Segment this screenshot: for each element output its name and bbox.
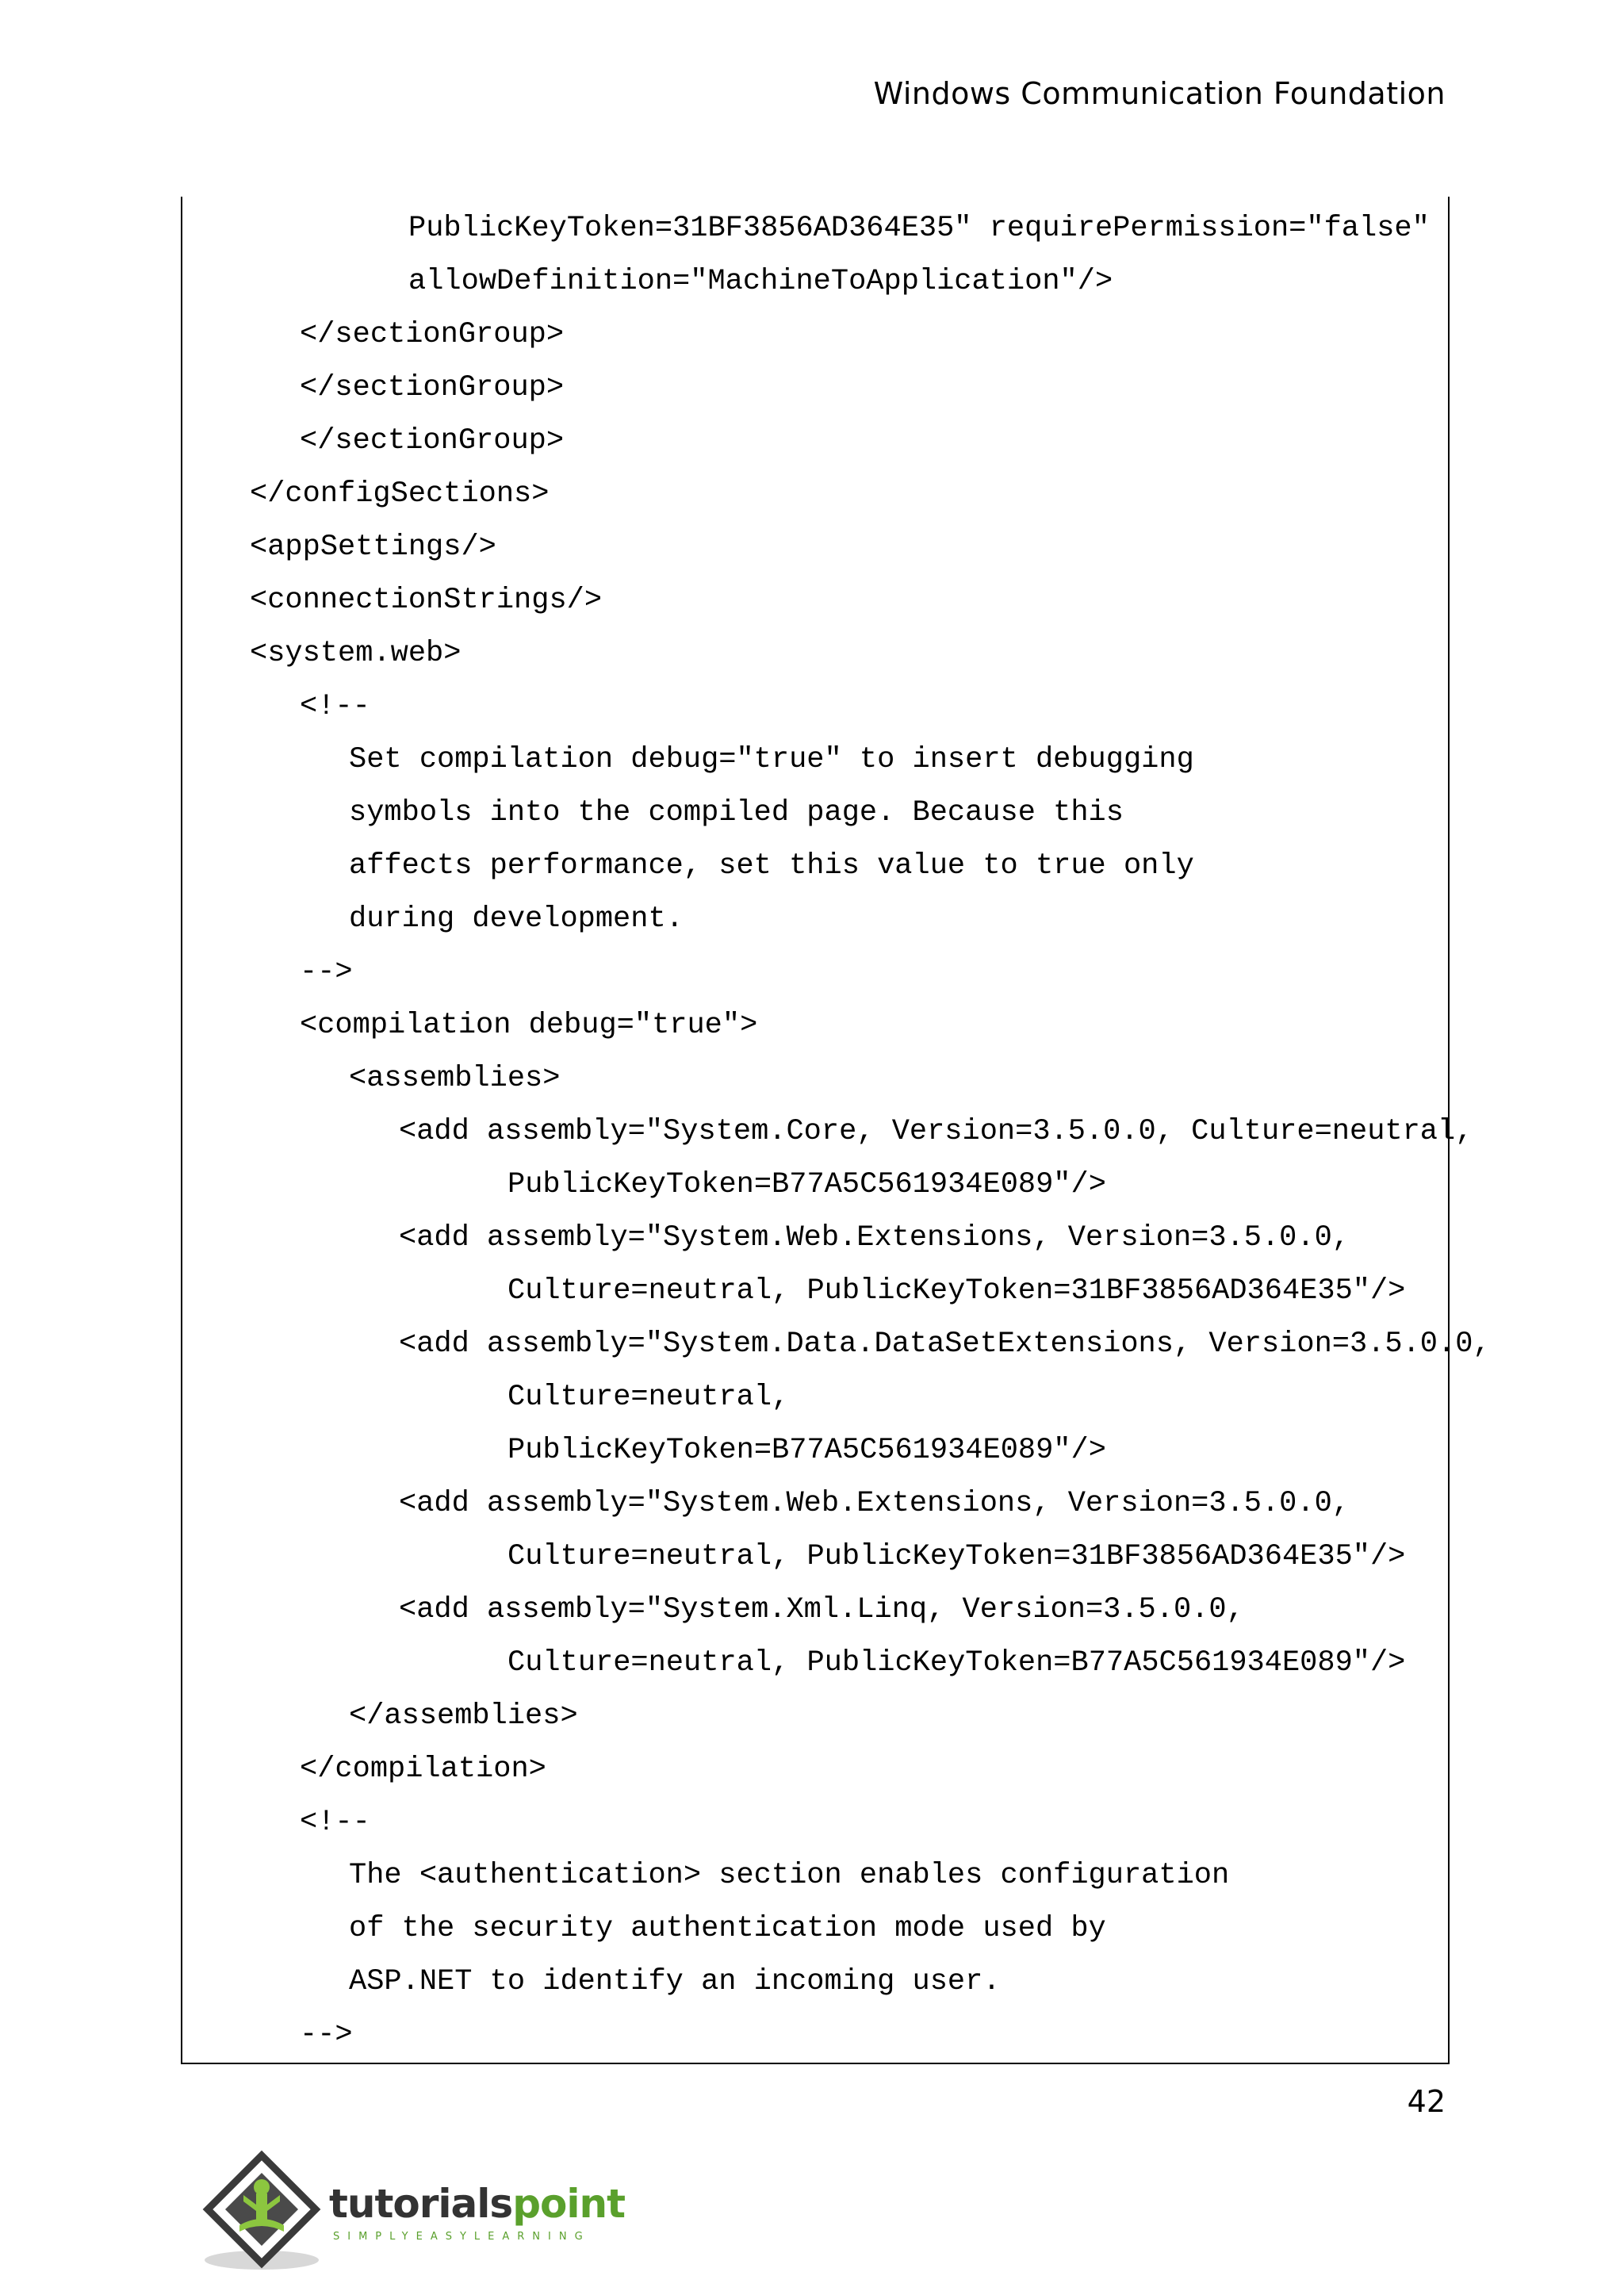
code-line: of the security authentication mode used by	[349, 1912, 1106, 1945]
code-line: Culture=neutral, PublicKeyToken=31BF3856AD364E35"/>	[508, 1274, 1406, 1308]
code-line: <!--	[300, 1806, 370, 1839]
code-line: ASP.NET to identify an incoming user.	[349, 1965, 1001, 1998]
code-line: Culture=neutral, PublicKeyToken=B77A5C561934E089"/>	[508, 1646, 1406, 1680]
code-listing	[181, 197, 1491, 2064]
code-line: affects performance, set this value to true only	[349, 849, 1194, 883]
code-line: PublicKeyToken=B77A5C561934E089"/>	[508, 1434, 1106, 1467]
code-line: -->	[300, 956, 353, 989]
code-line: <add assembly="System.Web.Extensions, Version=3.5.0.0,	[399, 1487, 1350, 1520]
code-line: <!--	[300, 690, 370, 723]
code-line: <add assembly="System.Data.DataSetExtensions, Version=3.5.0.0,	[399, 1328, 1491, 1361]
code-line: <add assembly="System.Core, Version=3.5.0.0, Culture=neutral,	[399, 1115, 1473, 1148]
logo-word-accent: point	[512, 2181, 625, 2227]
code-line: <add assembly="System.Xml.Linq, Version=3.5.0.0,	[399, 1593, 1244, 1626]
code-line: </assemblies>	[349, 1699, 578, 1733]
code-line: </sectionGroup>	[300, 424, 565, 458]
code-line: </sectionGroup>	[300, 318, 565, 351]
code-line: during development.	[349, 902, 684, 936]
code-line: symbols into the compiled page. Because this	[349, 796, 1124, 829]
logo-word-main: tutorials	[329, 2181, 513, 2227]
code-line: </sectionGroup>	[300, 371, 565, 404]
code-line: Culture=neutral,	[508, 1381, 790, 1414]
code-line: <appSettings/>	[250, 531, 496, 564]
code-line: <add assembly="System.Web.Extensions, Version=3.5.0.0,	[399, 1221, 1350, 1255]
code-line: Set compilation debug="true" to insert debugging	[349, 743, 1194, 776]
code-line: </configSections>	[250, 477, 550, 511]
tutorialspoint-logo	[202, 2149, 662, 2276]
code-line: <system.web>	[250, 637, 462, 670]
page-number: 42	[1407, 2084, 1446, 2119]
code-line: <assemblies>	[349, 1062, 561, 1095]
logo-emblem-icon	[202, 2149, 337, 2276]
code-line: The <authentication> section enables configuration	[349, 1859, 1230, 1892]
code-line: PublicKeyToken=B77A5C561934E089"/>	[508, 1168, 1106, 1201]
running-header: Windows Communication Foundation	[873, 76, 1446, 111]
code-line: -->	[300, 2018, 353, 2052]
code-line: allowDefinition="MachineToApplication"/>	[408, 265, 1113, 298]
code-line: </compilation>	[300, 1753, 546, 1786]
code-line: <connectionStrings/>	[250, 584, 603, 617]
code-line: Culture=neutral, PublicKeyToken=31BF3856AD364E35"/>	[508, 1540, 1406, 1573]
logo-tagline: SIMPLYEASYLEARNING	[333, 2231, 591, 2243]
code-line: PublicKeyToken=31BF3856AD364E35" requirePermission="false"	[408, 212, 1430, 245]
code-line: <compilation debug="true">	[300, 1009, 758, 1042]
